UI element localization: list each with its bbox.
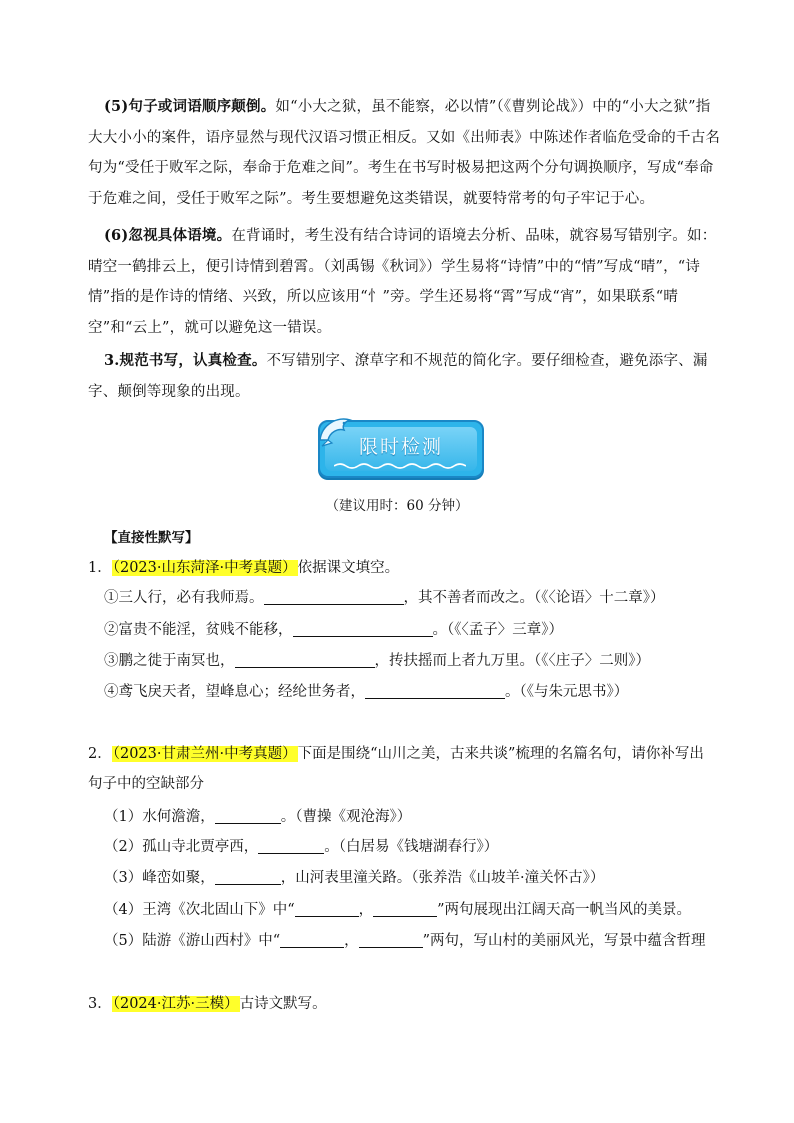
q2-item-5-separator: ，: [344, 933, 359, 949]
q1-item-1-blank[interactable]: [264, 588, 404, 605]
paragraph-6-text: 在背诵时，考生没有结合诗词的语境去分析、品味，就容易写错别字。如：晴空一鹤排云上，便引诗情到碧霄。（刘禹锡《秋词》）学生易将“诗情”中的“情”写成“晴”，“诗情”指的是作诗的情绪、兴致，所以应该用“忄”旁。学生还易将“霄”写成“宵”，如果联系“晴空”和“云上”，就可以避免这一错误。: [88, 228, 717, 336]
q2-item-4-suffix: ”两句展现出江阔天高一帆当风的美景。: [437, 902, 692, 918]
q1-item-3-text: ③鹏之徙于南冥也，: [104, 653, 235, 669]
q2-item-5-blank-a[interactable]: [280, 931, 344, 948]
q1-item-1-suffix: ，其不善者而改之。（《〈论语〉十二章》）: [403, 590, 665, 606]
question-3-prompt: 古诗文默写。: [239, 996, 327, 1012]
q2-item-3: [104, 866, 604, 890]
question-1-header: [88, 556, 399, 580]
q2-item-3-text: （3）峰峦如聚，: [104, 870, 215, 886]
paragraph-6-label: (6)忽视具体语境。: [104, 227, 232, 244]
q1-item-2-blank[interactable]: [293, 620, 433, 637]
q2-item-1-suffix: 。（曹操《观沧海》）: [280, 809, 412, 825]
q1-item-4-blank[interactable]: [365, 682, 505, 699]
paragraph-5-label: (5)句子或词语顺序颠倒。: [104, 98, 276, 115]
q1-item-4-suffix: 。（《与朱元思书》）: [505, 684, 629, 700]
q1-item-2: [104, 618, 563, 642]
question-1-prompt: 依据课文填空。: [297, 560, 400, 576]
question-2-prompt: 下面是围绕“山川之美，古来共谈”梳理的名篇名句，请你补写出: [297, 746, 704, 762]
paragraph-6: [88, 221, 724, 343]
question-3-source: （2024·江苏·三模）: [112, 996, 239, 1012]
q1-item-1: [104, 586, 665, 610]
paragraph-3: [88, 346, 724, 407]
q2-item-2-text: （2）孤山寺北贾亭西，: [104, 839, 259, 855]
question-3-number: 3．: [88, 996, 112, 1012]
question-2-number: 2．: [88, 746, 112, 762]
q1-item-3-suffix: ，抟扶摇而上者九万里。（《〈庄子〉二则》）: [374, 653, 650, 669]
q2-item-1-text: （1）水何澹澹，: [104, 809, 215, 825]
q1-item-2-text: ②富贵不能淫，贫贱不能移，: [104, 622, 293, 638]
timed-test-banner: [318, 420, 484, 478]
q2-item-3-suffix: ，山河表里潼关路。（张养浩《山坡羊·潼关怀古》）: [280, 870, 605, 886]
q1-item-4: [104, 680, 628, 704]
q2-item-1: [104, 805, 411, 829]
question-3-header: [88, 992, 327, 1016]
paragraph-3-text: 不写错别字、潦草字和不规范的简化字。要仔细检查，避免添字、漏字、颠倒等现象的出现。: [88, 353, 708, 400]
q2-item-4-text: （4）王湾《次北固山下》中“: [104, 902, 295, 918]
q2-item-4-blank-b[interactable]: [373, 900, 437, 917]
q1-item-1-text: ①三人行，必有我师焉。: [104, 590, 264, 606]
question-1-number: 1．: [88, 560, 112, 576]
banner-title: 限时检测: [358, 436, 443, 458]
question-2-prompt-cont: 句子中的空缺部分: [88, 776, 204, 792]
q1-item-3-blank[interactable]: [235, 651, 375, 668]
q2-item-4: [104, 898, 691, 922]
q2-item-5: [104, 929, 706, 953]
question-2-source: （2023·甘肃兰州·中考真题）: [112, 746, 297, 762]
wave-decoration-icon: [334, 462, 466, 470]
q2-item-5-blank-b[interactable]: [359, 931, 423, 948]
q2-item-2: [104, 835, 498, 859]
q2-item-5-text: （5）陆游《游山西村》中“: [104, 933, 281, 949]
q2-item-3-blank[interactable]: [215, 868, 281, 885]
q2-item-5-suffix: ”两句，写山村的美丽风光，写景中蕴含哲理: [422, 933, 706, 949]
q1-item-4-text: ④鸢飞戾天者，望峰息心；经纶世务者，: [104, 684, 365, 700]
section-title: 【直接性默写】: [104, 530, 199, 546]
q2-item-4-blank-a[interactable]: [295, 900, 359, 917]
question-1-source: （2023·山东菏泽·中考真题）: [112, 560, 297, 576]
q1-item-3: [104, 649, 650, 673]
q2-item-2-blank[interactable]: [258, 837, 324, 854]
paragraph-3-label: 3.规范书写，认真检查。: [104, 352, 267, 369]
paragraph-5: [88, 92, 724, 214]
q2-item-2-suffix: 。（白居易《钱塘湖春行》）: [324, 839, 499, 855]
q1-item-2-suffix: 。（《〈孟子〉三章》）: [432, 622, 563, 638]
q2-item-4-separator: ，: [358, 902, 374, 918]
paragraph-5-text: 如“小大之狱，虽不能察，必以情”（《曹刿论战》）中的“小大之狱”指大大小小的案件，语序显然与现代汉语习惯正相反。又如《出师表》中陈述作者临危受命的千古名句为“受任于败军之际，奉命于危难之间”。考生在书写时极易把这两个分句调换顺序，写成“奉命于危难之间，受任于败军之际”。考生要想避免这类错误，就要特常考的句子牢记于心。: [88, 99, 721, 207]
suggested-time: （建议用时：60 分钟）: [325, 498, 469, 514]
q2-item-1-blank[interactable]: [215, 807, 281, 824]
question-2-header: [88, 742, 704, 766]
